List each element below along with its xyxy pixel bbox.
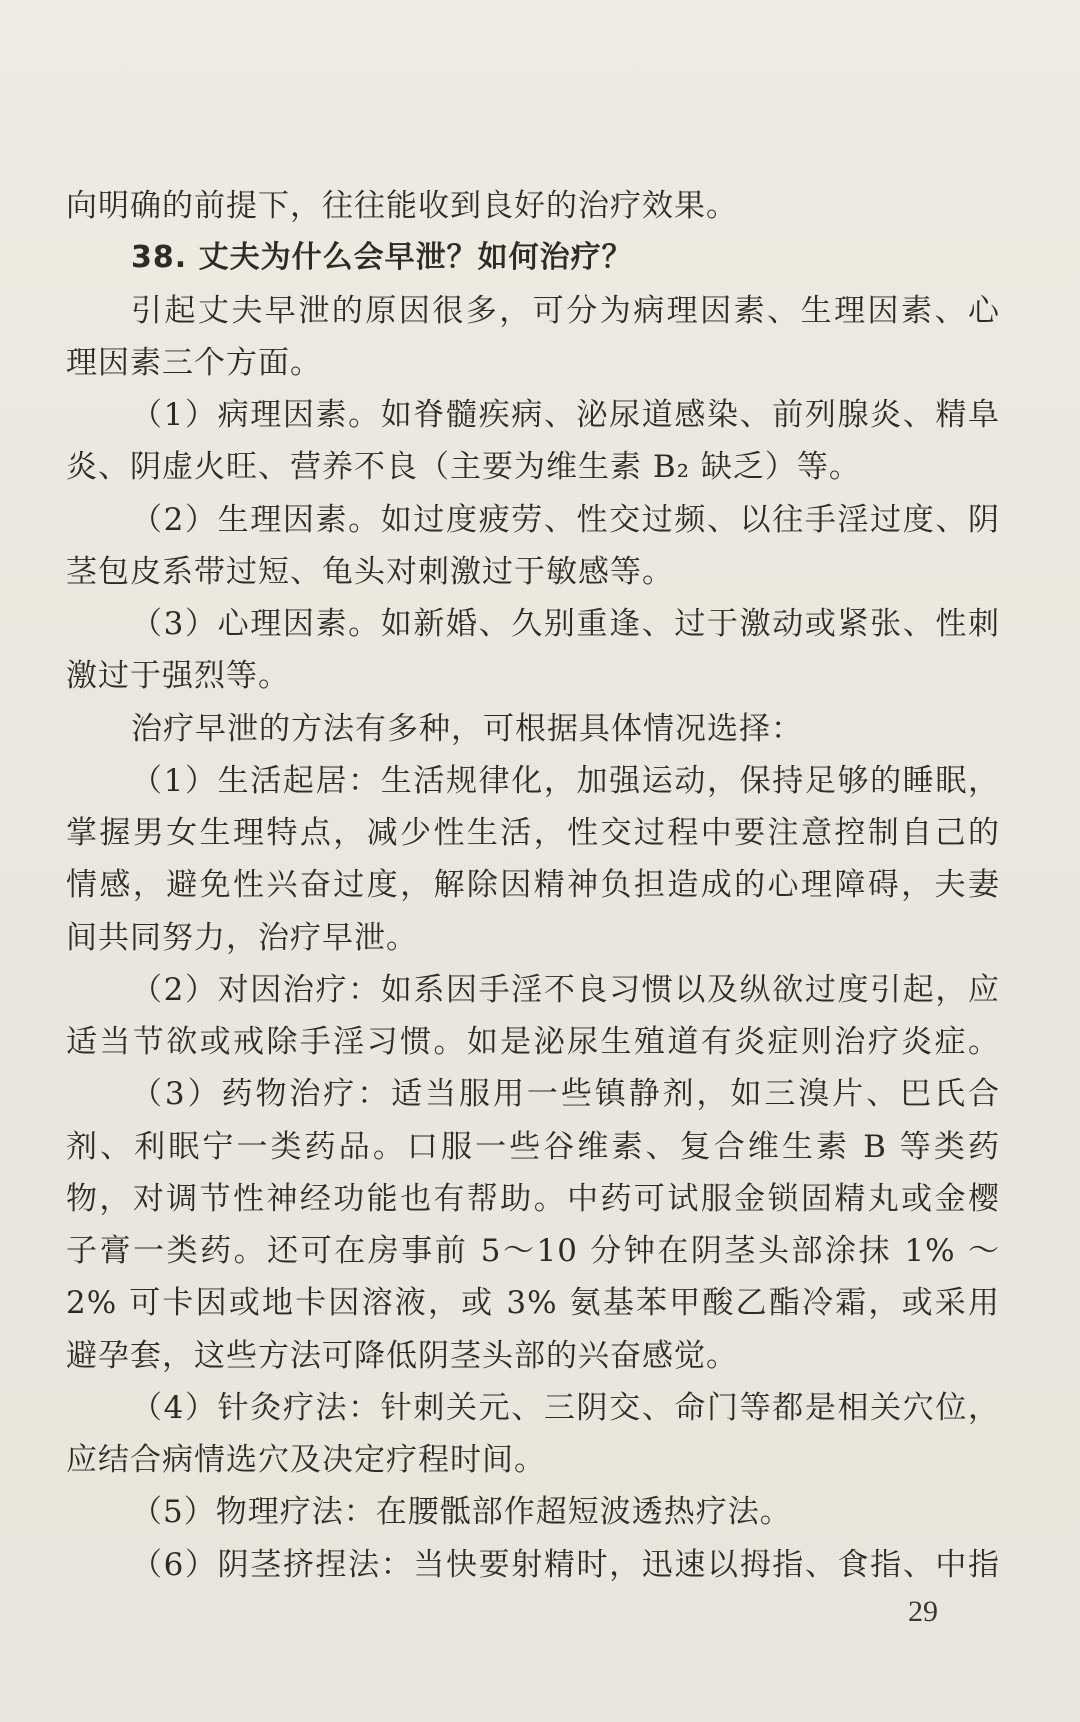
text-line: 激过于强烈等。	[66, 658, 290, 695]
text-line: （1）病理因素。如脊髓疾病、泌尿道感染、前列腺炎、精阜	[131, 397, 1000, 433]
text-line: 治疗早泄的方法有多种，可根据具体情况选择：	[131, 710, 803, 747]
text-line: （4）针灸疗法：针刺关元、三阴交、命门等都是相关穴位，	[131, 1389, 1000, 1426]
text-line: 适当节欲或戒除手淫习惯。如是泌尿生殖道有炎症则治疗炎症。	[66, 1024, 1000, 1060]
text-line: 避孕套，这些方法可降低阴茎头部的兴奋感觉。	[66, 1337, 738, 1374]
text-line: （3）心理因素。如新婚、久别重逢、过于激动或紧张、性刺	[131, 606, 1000, 642]
text-line: （2）生理因素。如过度疲劳、性交过频、以往手淫过度、阴	[131, 501, 1000, 538]
text-line: （5）物理疗法：在腰骶部作超短波透热疗法。	[131, 1494, 792, 1531]
text-line: （2）对因治疗：如系因手淫不良习惯以及纵欲过度引起，应	[131, 971, 1000, 1008]
text-line: 物，对调节性神经功能也有帮助。中药可试服金锁固精丸或金樱	[66, 1180, 1000, 1217]
text-line: 应结合病情选穴及决定疗程时间。	[66, 1442, 546, 1478]
text-line: （1）生活起居：生活规律化，加强运动，保持足够的睡眠，	[131, 762, 1000, 799]
text-line: （3）药物治疗：适当服用一些镇静剂，如三溴片、巴氏合	[131, 1076, 1000, 1113]
text-line: 剂、利眠宁一类药品。口服一些谷维素、复合维生素 B 等类药	[66, 1128, 1000, 1165]
text-line: 向明确的前提下，往往能收到良好的治疗效果。	[66, 188, 738, 224]
text-line: 子膏一类药。还可在房事前 5～10 分钟在阴茎头部涂抹 1% ～	[66, 1233, 1000, 1269]
text-line: 间共同努力，治疗早泄。	[66, 919, 418, 956]
text-line: （6）阴茎挤捏法：当快要射精时，迅速以拇指、食指、中指	[131, 1546, 1000, 1583]
text-line: 引起丈夫早泄的原因很多，可分为病理因素、生理因素、心	[131, 292, 1000, 329]
question-heading: 38. 丈夫为什么会早泄？如何治疗？	[131, 240, 633, 276]
text-line: 2% 可卡因或地卡因溶液，或 3% 氨基苯甲酸乙酯冷霜，或采用	[66, 1285, 1000, 1322]
body-text	[66, 180, 1000, 1591]
text-line: 理因素三个方面。	[66, 344, 322, 381]
text-line: 炎、阴虚火旺、营养不良（主要为维生素 B₂ 缺乏）等。	[66, 449, 861, 486]
text-line: 茎包皮系带过短、龟头对刺激过于敏感等。	[66, 553, 674, 590]
text-line: 掌握男女生理特点，减少性生活，性交过程中要注意控制自己的	[66, 815, 1000, 851]
text-line: 情感，避免性兴奋过度，解除因精神负担造成的心理障碍，夫妻	[66, 867, 1000, 904]
page-number: 29	[908, 1595, 938, 1628]
